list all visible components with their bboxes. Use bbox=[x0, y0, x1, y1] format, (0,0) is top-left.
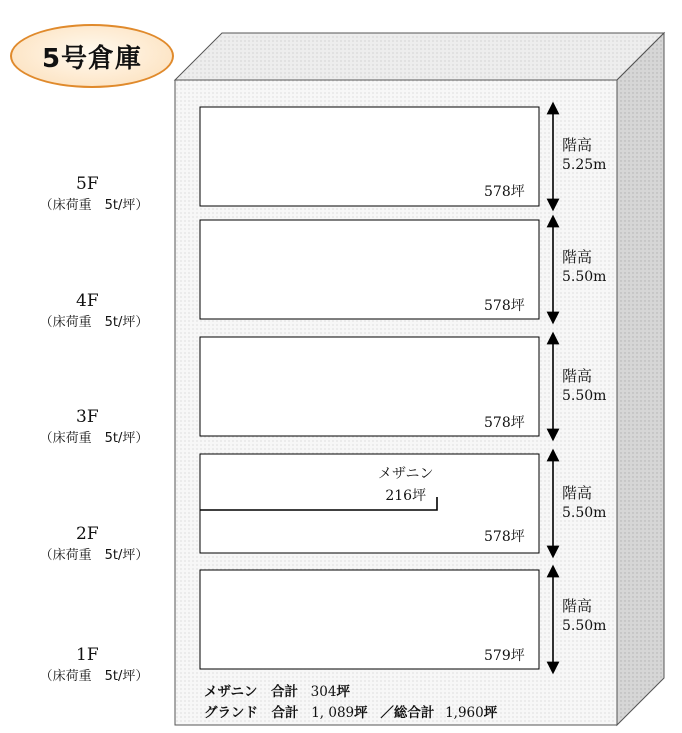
height-value: 5.50m bbox=[562, 388, 607, 404]
floor-label-4f bbox=[14, 291, 174, 330]
mezzanine-title: メザニン bbox=[378, 466, 434, 482]
area-value: 578 bbox=[484, 415, 511, 431]
height-title: 階高 bbox=[562, 597, 593, 615]
floor-number: 2F bbox=[76, 524, 99, 544]
floor-area-3f bbox=[484, 412, 525, 432]
floor-number: 5F bbox=[76, 174, 99, 194]
floor-area-2f bbox=[484, 526, 525, 546]
floor-label-2f bbox=[14, 524, 174, 563]
floor-area-4f bbox=[484, 295, 525, 315]
mezzanine-total bbox=[204, 680, 350, 700]
ground-total-label: グランド 合計 bbox=[204, 705, 299, 721]
height-title: 階高 bbox=[562, 367, 593, 385]
area-unit: 坪 bbox=[510, 298, 525, 314]
mezzanine-area: 216 bbox=[385, 488, 413, 504]
area-unit: 坪 bbox=[510, 648, 525, 664]
area-value: 579 bbox=[484, 648, 511, 664]
height-label-1f bbox=[562, 596, 606, 636]
area-value: 578 bbox=[484, 298, 511, 314]
area-unit: 坪 bbox=[510, 184, 525, 200]
mezzanine-total-label: メザニン 合計 bbox=[204, 684, 298, 700]
area-value: 578 bbox=[484, 529, 511, 545]
grand-total-unit: 坪 bbox=[483, 705, 498, 721]
ground-total bbox=[204, 701, 497, 721]
floor-number: 4F bbox=[76, 291, 99, 311]
height-label-2f bbox=[562, 483, 606, 523]
building-top-face bbox=[175, 33, 664, 80]
mezzanine-total-value: 304 bbox=[310, 684, 337, 700]
mezzanine-unit: 坪 bbox=[412, 488, 427, 504]
floor-load: （床荷重 5t/坪） bbox=[39, 548, 149, 563]
ground-total-value: 1, 089 bbox=[311, 705, 355, 721]
floor-number: 3F bbox=[76, 407, 99, 427]
floor-load: （床荷重 5t/坪） bbox=[39, 198, 149, 213]
grand-total-label: ／総合計 bbox=[380, 705, 435, 721]
floor-area-5f bbox=[484, 181, 525, 201]
height-value: 5.50m bbox=[562, 505, 607, 521]
ground-total-unit: 坪 bbox=[354, 705, 368, 721]
mezzanine-label bbox=[378, 463, 433, 507]
building-side-face bbox=[617, 33, 664, 725]
height-label-5f bbox=[562, 135, 606, 175]
area-value: 578 bbox=[484, 184, 511, 200]
height-title: 階高 bbox=[562, 484, 593, 502]
floor-load: （床荷重 5t/坪） bbox=[39, 669, 149, 684]
floor-area-1f bbox=[484, 645, 525, 665]
height-value: 5.50m bbox=[562, 618, 607, 634]
height-value: 5.50m bbox=[562, 269, 607, 285]
floor-load: （床荷重 5t/坪） bbox=[39, 315, 149, 330]
height-title: 階高 bbox=[562, 248, 593, 266]
mezzanine-total-unit: 坪 bbox=[336, 684, 350, 700]
height-value: 5.25m bbox=[562, 157, 607, 173]
grand-total-value: 1,960 bbox=[445, 705, 484, 721]
floor-label-5f bbox=[14, 174, 174, 213]
floor-label-1f bbox=[14, 645, 174, 684]
floor-label-3f bbox=[14, 407, 174, 446]
height-label-4f bbox=[562, 247, 606, 287]
floor-number: 1F bbox=[76, 645, 99, 665]
area-unit: 坪 bbox=[510, 529, 525, 545]
area-unit: 坪 bbox=[510, 415, 525, 431]
height-label-3f bbox=[562, 366, 606, 406]
floor-load: （床荷重 5t/坪） bbox=[39, 431, 149, 446]
height-title: 階高 bbox=[562, 136, 593, 154]
warehouse-title: 5号倉庫 bbox=[10, 24, 174, 88]
